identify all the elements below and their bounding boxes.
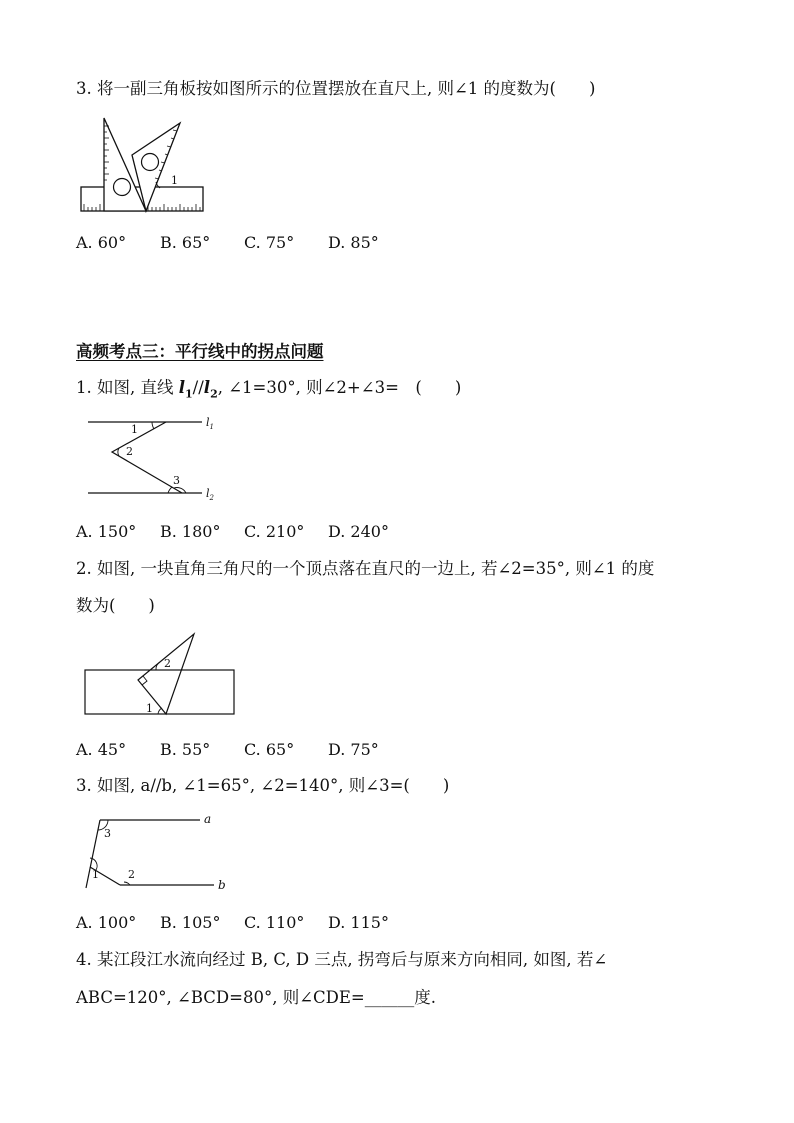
question-4-stem-line1: 4. 某江段江水流向经过 B, C, D 三点, 拐弯后与原来方向相同, 如图, 若∠ [76, 950, 608, 969]
option-c: C. 210° [244, 522, 305, 541]
option-d: D. 75° [328, 740, 379, 759]
angle-2-label: 2 [128, 868, 135, 881]
option-a: A. 60° [76, 233, 127, 252]
question-4-stem-line2: ABC=120°, ∠BCD=80°, 则∠CDE=______度. [76, 988, 436, 1007]
question-1-stem-prefix: 1. 如图, 直线 [76, 378, 179, 397]
question-3a-stem: 3. 将一副三角板按如图所示的位置摆放在直尺上, 则∠1 的度数为( ) [76, 79, 596, 98]
option-c: C. 110° [244, 913, 305, 932]
parallel-symbol: // [192, 378, 204, 397]
option-b: B. 180° [160, 522, 221, 541]
angle-1-label: 1 [131, 423, 138, 436]
section-title: 高频考点三：平行线中的拐点问题 [76, 342, 324, 361]
option-d: D. 115° [328, 913, 389, 932]
line-b-label: b [218, 878, 226, 892]
angle-3-label: 3 [104, 827, 111, 840]
line-l1-label-sub: 1 [209, 423, 214, 431]
angle-1-label: 1 [92, 868, 99, 881]
line-l2-symbol: l [203, 378, 211, 397]
angle-1-label: 1 [171, 174, 178, 187]
line-l2-label-text: l [206, 487, 210, 500]
angle-2-label: 2 [164, 657, 171, 670]
option-a: A. 150° [76, 522, 137, 541]
triangle-on-ruler-figure [84, 632, 238, 718]
option-b: B. 105° [160, 913, 221, 932]
angle-2-label: 2 [126, 445, 133, 458]
parallel-lines-zigzag-figure [86, 412, 226, 502]
ruler-shape [85, 670, 234, 714]
line-l1-subscript: 1 [185, 387, 193, 401]
option-c: C. 65° [244, 740, 295, 759]
option-b: B. 65° [160, 233, 211, 252]
angle-3-label: 3 [173, 474, 180, 487]
option-a: A. 45° [76, 740, 127, 759]
question-1-stem-suffix: , ∠1=30°, 则∠2+∠3= ( ) [217, 378, 462, 397]
option-c: C. 75° [244, 233, 295, 252]
option-a: A. 100° [76, 913, 137, 932]
line-l1-label [206, 416, 214, 431]
parallel-ab-figure [82, 810, 232, 892]
line-l1-label-text: l [206, 416, 210, 429]
line-l1-symbol: l [178, 378, 186, 397]
option-d: D. 85° [328, 233, 379, 252]
option-d: D. 240° [328, 522, 389, 541]
option-b: B. 55° [160, 740, 211, 759]
question-2-stem-line2: 数为( ) [76, 596, 155, 615]
question-1-stem [76, 378, 461, 404]
line-l2-subscript: 2 [210, 387, 218, 401]
line-l2-label-sub: 2 [209, 494, 214, 502]
line-l2-label [206, 487, 215, 502]
set-squares-on-ruler-figure [80, 116, 205, 214]
line-a-label: a [204, 812, 212, 826]
question-3b-stem: 3. 如图, a//b, ∠1=65°, ∠2=140°, 则∠3=( ) [76, 776, 450, 795]
angle-1-label: 1 [146, 702, 153, 715]
question-2-stem-line1: 2. 如图, 一块直角三角尺的一个顶点落在直尺的一边上, 若∠2=35°, 则∠1 的度 [76, 559, 655, 578]
